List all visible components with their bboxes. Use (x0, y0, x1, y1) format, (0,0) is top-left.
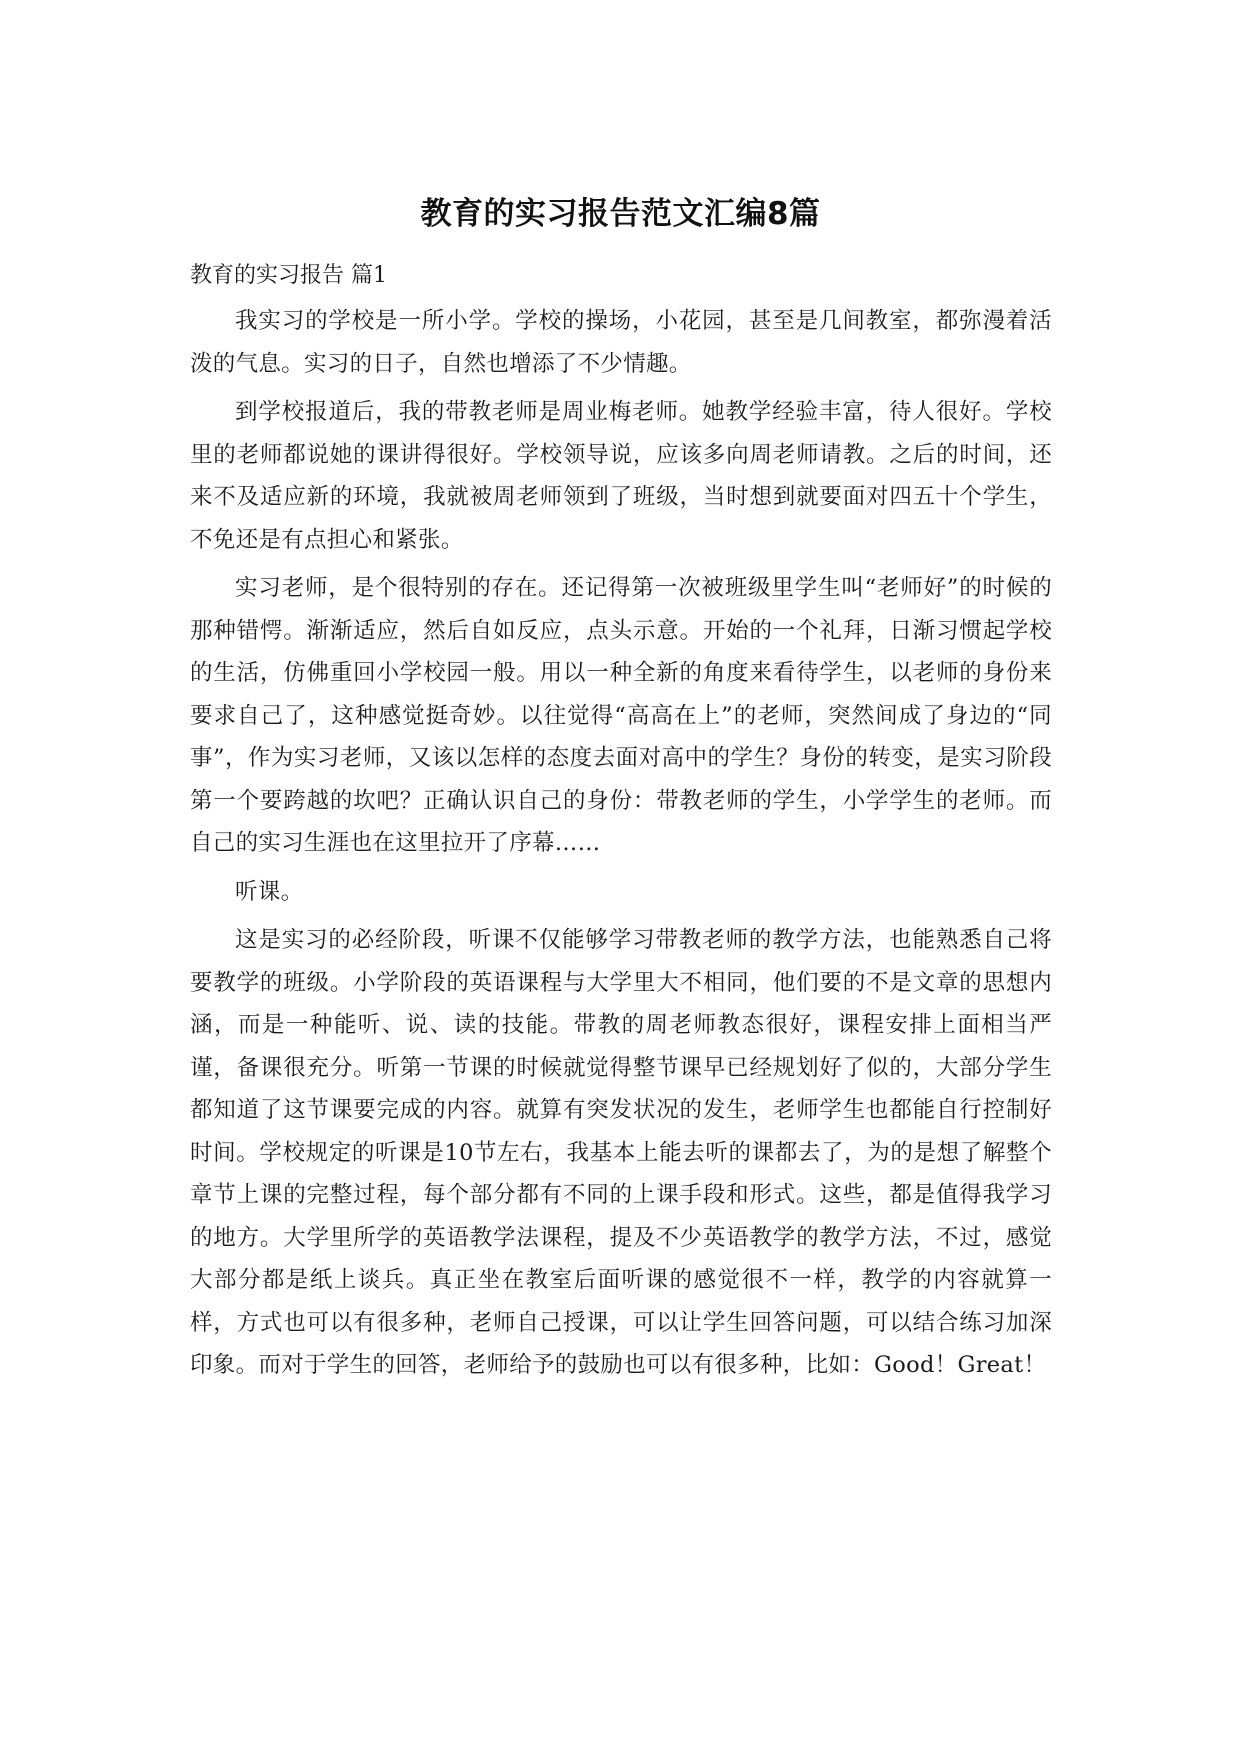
paragraph: 我实习的学校是一所小学。学校的操场，小花园，甚至是几间教室，都弥漫着活泼的气息。实习的日子，自然也增添了不少情趣。 (190, 308, 1052, 377)
document-title: 教育的实习报告范文汇编8篇 (420, 196, 821, 232)
document-body (190, 255, 1052, 1393)
paragraph: 听课。 (235, 878, 304, 905)
paragraph: 到学校报道后，我的带教老师是周业梅老师。她教学经验丰富，待人很好。学校里的老师都说她的课讲得很好。学校领导说，应该多向周老师请教。之后的时间，还来不及适应新的环境，我就被周老师领到了班级，当时想到就要面对四五十个学生，不免还是有点担心和紧张。 (190, 399, 1052, 553)
paragraph: 这是实习的必经阶段，听课不仅能够学习带教老师的教学方法，也能熟悉自己将要教学的班级。小学阶段的英语课程与大学里大不相同，他们要的不是文章的思想内涵，而是一种能听、说、读的技能。带教的周老师教态很好，课程安排上面相当严谨，备课很充分。听第一节课的时候就觉得整节课早已经规划好了似的，大部分学生都知道了这节课要完成的内容。就算有突发状况的发生，老师学生也都能自行控制好时间。学校规定的听课是10节左右，我基本上能去听的课都去了，为的是想了解整个章节上课的完整过程，每个部分都有不同的上课手段和形式。这些，都是值得我学习的地方。大学里所学的英语教学法课程，提及不少英语教学的教学方法，不过，感觉大部分都是纸上谈兵。真正坐在教室后面听课的感觉很不一样，教学的内容就算一样，方式也可以有很多种，老师自己授课，可以让学生回答问题，可以结合练习加深印象。而对于学生的回答，老师给予的鼓励也可以有很多种，比如：Good！Great！ (190, 927, 1052, 1378)
paragraph: 实习老师，是个很特别的存在。还记得第一次被班级里学生叫“老师好”的时候的那种错愕。渐渐适应，然后自如反应，点头示意。开始的一个礼拜，日渐习惯起学校的生活，仿佛重回小学校园一般。用以一种全新的角度来看待学生，以老师的身份来要求自己了，这种感觉挺奇妙。以往觉得“高高在上”的老师，突然间成了身边的“同事”，作为实习老师，又该以怎样的态度去面对高中的学生？身份的转变，是实习阶段第一个要跨越的坎吧？正确认识自己的身份：带教老师的学生，小学学生的老师。而自己的实习生涯也在这里拉开了序幕…… (190, 575, 1052, 856)
section-heading: 教育的实习报告 篇1 (190, 263, 387, 288)
